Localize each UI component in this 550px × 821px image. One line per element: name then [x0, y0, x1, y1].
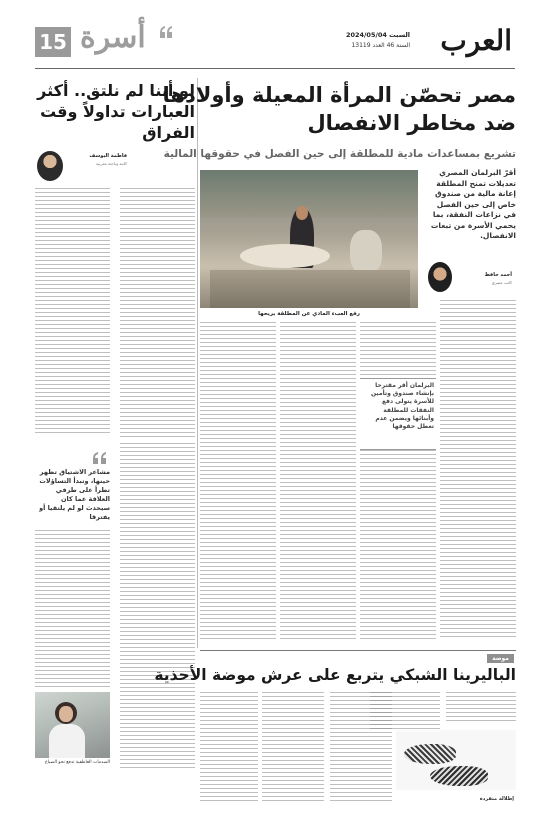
- side-body-col-left: [35, 188, 110, 433]
- side-quote-icon: [91, 450, 109, 466]
- fashion-headline: الباليرينا الشبكي يتربع على عرش موضة الأحذية: [154, 666, 516, 684]
- side-photo-caption: الصدمات العاطفية تدفع نحو الضياع: [45, 760, 110, 765]
- main-body-col-4: [200, 322, 276, 640]
- side-body-col-right: [120, 188, 195, 438]
- fashion-top-rule: [200, 650, 516, 651]
- main-article: [162, 78, 516, 648]
- main-lead: أقرّ البرلمان المصري تعديلات تمنح المطلقة إعانة مالية من صندوق خاص إلى حين الفصل في نزاعات النفقة، بما يحمي الأسرة من تبعات الانفصال.: [430, 168, 516, 240]
- main-author-avatar: [428, 262, 452, 292]
- section-quote-icon: [158, 24, 174, 40]
- column-divider: [197, 78, 198, 648]
- masthead-divider: [35, 68, 515, 69]
- main-body-col-2: [360, 322, 436, 640]
- fashion-label: موضة: [487, 654, 514, 663]
- section-title: أسرة: [80, 20, 146, 55]
- main-pullquote: البرلمان أقر مقترحا بإنشاء صندوق وتأمين للأسرة يتولى دفع النفقات للمطلقة وأبنائها ويضمن عدم تعطل حقوقها: [371, 382, 434, 431]
- fashion-shoe-photo: [396, 730, 516, 790]
- side-author-avatar: [37, 151, 63, 181]
- main-pullquote-box: [360, 378, 436, 450]
- fashion-body-col-4: [262, 692, 324, 804]
- main-author-name: أحمد حافظ: [484, 272, 512, 278]
- main-subheadline: تشريع بمساعدات مادية للمطلقة إلى حين الفصل في حقوقها المالية: [163, 148, 516, 160]
- side-body-col-left-2: [35, 530, 110, 688]
- main-photo-caption: رفع العبء المادي عن المطلقة يريحها: [258, 311, 360, 317]
- fashion-footer-label: إطلالة متفردة: [479, 796, 514, 802]
- side-headline: لو أننا لم نلتق.. أكثر العبارات تداولاً وقت الفراق: [37, 81, 195, 142]
- fashion-section: [154, 652, 516, 808]
- side-pullquote: مشاعر الاشتياق تظهر حينها، وتبدأ التساؤلات تطرأ على طرفي العلاقة عما كان سيحدث لو لم يلتقيا أو يفترقا: [39, 468, 110, 521]
- side-photo: [35, 692, 110, 758]
- main-body-col-3: [280, 322, 356, 640]
- main-headline-line1: مصر تحصّن المرأة المعيلة وأولادها: [162, 83, 516, 107]
- main-photo: [200, 170, 418, 308]
- page-number-badge: 15: [35, 27, 71, 57]
- fashion-body-col-1: [446, 692, 516, 724]
- issue-date: السبت 2024/05/04: [345, 31, 410, 39]
- main-headline-line2: ضد مخاطر الانفصال: [307, 111, 516, 135]
- side-column: [35, 78, 195, 768]
- main-author-role: كاتب مصري: [491, 280, 512, 285]
- newspaper-logo: العرب: [440, 24, 512, 57]
- main-body-col-1: [440, 300, 516, 640]
- side-author-name: فاطمة اليوسف: [89, 153, 127, 159]
- side-body-col-right-2: [120, 443, 195, 768]
- issue-number: السنة 46 العدد 13119: [351, 42, 410, 49]
- fashion-body-col-5: [200, 692, 258, 804]
- side-author-role: كاتبة وباحثة مغربية: [96, 161, 127, 166]
- fashion-body-col-3: [330, 692, 392, 804]
